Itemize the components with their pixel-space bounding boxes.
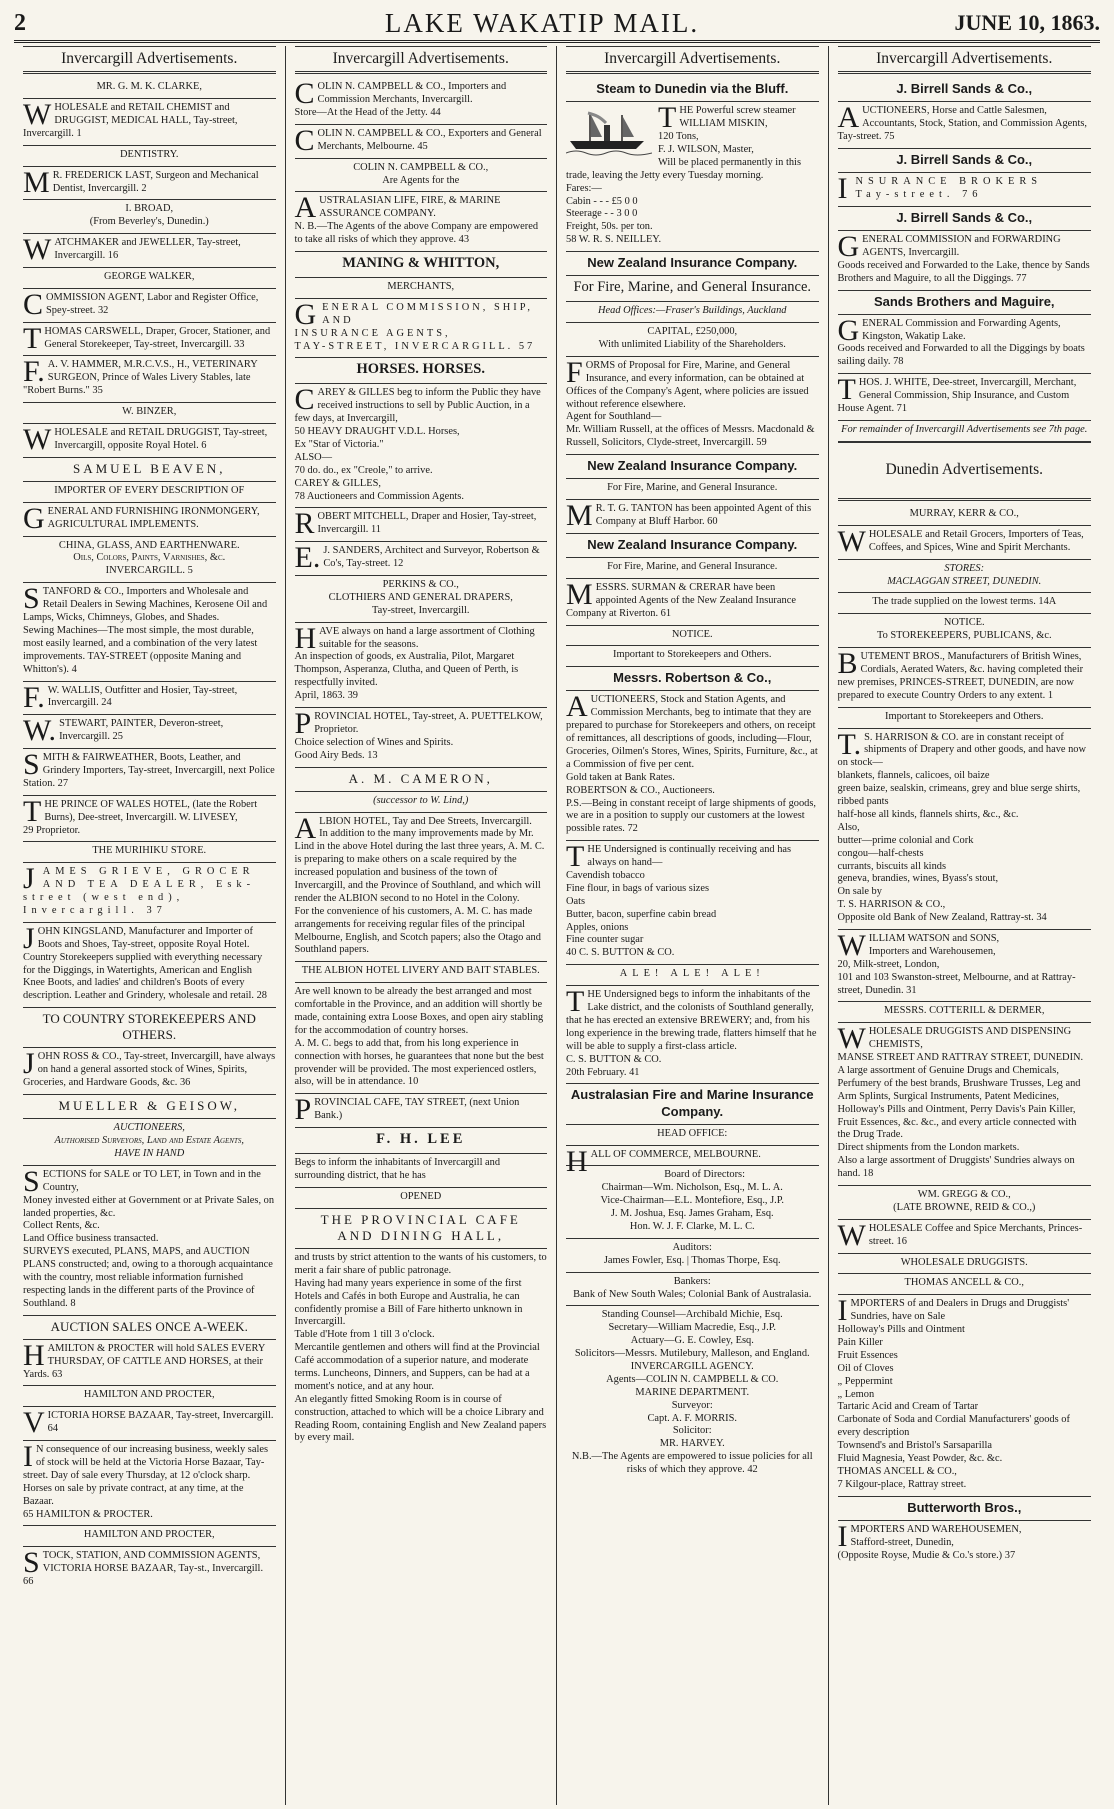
ad-text: MUELLER & GEISOW,: [58, 1098, 241, 1114]
advertisement: [23, 99, 276, 146]
ad-text: THOMAS ANCELL & CO.,: [904, 1277, 1024, 1289]
advertisement: [23, 424, 276, 458]
ad-text: CAREY & GILLES beg to inform the Public they have received instructions to sell by Public Auction, in a few days, at Invercargill, 50 HEAVY DRAUGHT V.D.L. Horses, Ex "Star of Victoria." ALSO— 70 do. do., ex "Creole," to arrive. CAREY & GILLES, 78 Auctioneers and Commission Agents.: [294, 383, 541, 502]
advertisement: [838, 729, 1092, 930]
advertisement: [23, 682, 276, 716]
advertisement: [23, 1340, 276, 1387]
ad-text: T.S. HARRISON & CO. are in constant receipt of shipments of Drapery and other goods, and have now on stock— blankets, flannels, calicoes, oil baize green baize, sealskin, crimeans, grey and blue serge shirts, ribbed pants half-hose all kinds, flannels shirts, &c., &c. Also, butter—prime colonial and Cork congou—half-chests currants, biscuits all kinds geneva, brandies, wines, Byass's stout, On sale by T. S. HARRISON & CO., Opposite old Bank of New Zealand, Rattray-st. 34: [837, 727, 1087, 924]
advertisement: [566, 357, 819, 455]
advertisement: [838, 560, 1092, 594]
ad-text: WHOLESALE and RETAIL DRUGGIST, Tay-street, Invercargill, opposite Royal Hotel. 6: [23, 423, 268, 457]
ad-text: E.J. SANDERS, Architect and Surveyor, Robertson & Co's, Tay-street. 12: [294, 541, 540, 575]
ad-text: HAMILTON AND PROCTER,: [83, 1389, 215, 1401]
ad-text: BUTEMENT BROS., Manufacturers of British Wines, Cordials, Aerated Waters, &c. having completed their new premises, PRINCES-STREET, DUNEDIN, are now prepared to execute Country Orders to any extent. 1: [837, 647, 1084, 701]
ad-text: MURRAY, KERR & CO.,: [909, 508, 1019, 520]
ad-list: [838, 78, 1092, 1566]
advertisement: [295, 125, 548, 159]
ad-text: STOCK, STATION, AND COMMISSION AGENTS, VICTORIA HORSE BAZAAR, Tay-st., Invercargill. 66: [23, 1546, 264, 1588]
ad-text: Begs to inform the inhabitants of Invercargill and surrounding district, that he has: [294, 1157, 501, 1182]
ad-text: The trade supplied on the lowest terms. 14A: [872, 596, 1057, 608]
advertisement: [838, 78, 1092, 102]
advertisement: [838, 1254, 1092, 1275]
ad-text: Messrs. Robertson & Co.,: [613, 670, 772, 686]
ad-text: New Zealand Insurance Company.: [587, 458, 798, 474]
advertisement: [566, 455, 819, 479]
column-heading: Invercargill Advertisements.: [23, 46, 276, 74]
ad-text: THE PROVINCIAL CAFE AND DINING HALL,: [320, 1211, 521, 1243]
advertisement: [838, 315, 1092, 375]
ad-text: WHOLESALE DRUGGISTS.: [900, 1256, 1028, 1268]
ad-text: J. Birrell Sands & Co.,: [896, 152, 1033, 167]
ad-text: HAMILTON & PROCTER will hold SALES EVERY THURSDAY, OF CATTLE AND HORSES, at their Yards. 63: [23, 1338, 265, 1380]
ad-text: J. Birrell Sands & Co.,: [896, 81, 1033, 97]
advertisement: [838, 374, 1092, 421]
advertisement: [295, 1209, 548, 1249]
advertisement: [295, 962, 548, 983]
advertisement: [566, 986, 819, 1084]
advertisement: [295, 159, 548, 193]
advertisement: [566, 841, 819, 965]
advertisement: [838, 1220, 1092, 1254]
advertisement: [838, 1521, 1092, 1567]
advertisement: [838, 1295, 1092, 1496]
advertisement: [295, 576, 548, 623]
advertisement: [23, 482, 276, 503]
advertisement: [23, 356, 276, 403]
advertisement: [838, 1023, 1092, 1186]
ad-text: MESSRS. SURMAN & CRERAR have been appointed Agents of the New Zealand Insurance Company at Riverton. 61: [566, 577, 796, 619]
ad-text: JOHN KINGSLAND, Manufacturer and Importer of Boots and Shoes, Tay-street, opposite Royal Hotel. Country Storekeepers supplied with everything necessary for the Diggings, in Watertights, American and English Knee Boots, and ladies' and children's Boots of every description. Leather and Grindery, wholesale and retail. 28: [23, 921, 267, 1002]
advertisement: [295, 384, 548, 508]
advertisement: [23, 458, 276, 482]
ad-text: FORMS of Proposal for Fire, Marine, and General Insurance, and every information, can be obtained at Offices of the Company's Agent, where policies are issued without reference elsewhere. Agent for Southland— Mr. William Russell, at the offices of Messrs. Macdonald & Russell, Solicitors, Clyde-street, Invercargill. 59: [566, 355, 815, 449]
advertisement: [566, 1166, 819, 1238]
ad-text: CAPITAL, £250,000, With unlimited Liability of the Shareholders.: [598, 326, 786, 350]
column-1: [14, 46, 286, 1805]
advertisement: [838, 648, 1092, 708]
advertisement: [23, 200, 276, 234]
ad-text: WM. GREGG & CO., (LATE BROWNE, REID & CO.,): [893, 1188, 1036, 1213]
advertisement: [23, 167, 276, 201]
column-heading: Invercargill Advertisements.: [838, 46, 1092, 74]
advertisement: [23, 1166, 276, 1316]
advertisement: [23, 1119, 276, 1166]
ad-text: MR. T. G. TANTON has been appointed Agent of this Company at Bluff Harbor. 60: [566, 499, 812, 533]
advertisement: [295, 278, 548, 299]
ad-text: JOHN ROSS & CO., Tay-street, Invercargill, have always on hand a general assorted stock of Wines, Spirits, Groceries, and Hardware Goods, &c. 36: [23, 1047, 276, 1089]
advertisement: [295, 768, 548, 792]
advertisement: [566, 1144, 819, 1178]
ad-text: STORES: MACLAGGAN STREET, DUNEDIN.: [887, 562, 1042, 587]
advertisement: [295, 252, 548, 278]
ad-text: F.W. WALLIS, Outfitter and Hosier, Tay-street, Invercargill. 24: [23, 680, 238, 714]
advertisement: [23, 268, 276, 289]
advertisement: [566, 1084, 819, 1124]
ad-text: For Fire, Marine, and General Insurance.: [607, 561, 778, 572]
advertisement: [838, 505, 1092, 526]
advertisement: [23, 537, 276, 584]
advertisement: [295, 299, 548, 359]
ad-text: AUCTIONEERS, Stock and Station Agents, and Commission Merchants, beg to intimate that they are prepared to purchase for Storekeepers and others, on receipt of remittances, all descriptions of goods, including—Flour, Groceries, Oilmen's Stores, Wines, Spirits, Furniture, &c., at a Commission of five per cent. Gold taken at Bank Rates. ROBERTSON & CO., Auctioneers. P.S.—Being in constant receipt of large shipments of goods, we are in a position to supply our customers at the lowest possible rates. 72: [566, 690, 818, 835]
advertisement: [838, 102, 1092, 149]
advertisement: [23, 1048, 276, 1095]
ad-text: THE Undersigned is continually receiving and has always on hand— Cavendish tobacco Fine flour, in bags of various sizes Oats Butter, bacon, superfine cabin bread Apples, onions Fine counter sugar 40 C. S. BUTTON & CO.: [566, 840, 792, 959]
advertisement: [566, 1239, 819, 1273]
advertisement: [23, 146, 276, 167]
ad-text: AUCTIONEERS, Horse and Cattle Salesmen, Accountants, Stock, Station, and Commission Agents, Tay-street. 75: [837, 101, 1088, 143]
ad-text: Head Offices:—Fraser's Buildings, Auckland: [598, 305, 787, 317]
column-heading: Invercargill Advertisements.: [566, 46, 819, 74]
advertisement: [295, 508, 548, 542]
ad-text: Australasian Fire and Marine Insurance Company.: [570, 1087, 814, 1119]
advertisement: [838, 593, 1092, 614]
ad-text: STANFORD & CO., Importers and Wholesale and Retail Dealers in Sewing Machines, Kerosene Oil and Lamps, Wicks, Chimneys, Globes, and Shades. Sewing Machines—The most simple, the most durable, most easily learned, and a combination of the very latest improvements. TAY-STREET (opposite Maning and Whitton's). 4: [23, 582, 268, 675]
ad-text: PROVINCIAL HOTEL, Tay-street, A. PUETTELKOW, Proprietor. Choice selection of Wines and Spirits. Good Airy Beds. 13: [294, 707, 543, 761]
ad-text: F.A. V. HAMMER, M.R.C.V.S., H., VETERINARY SURGEON, Prince of Wales Livery Stables, late "Robert Burns." 35: [23, 355, 258, 397]
ad-text: W.STEWART, PAINTER, Deveron-street, Invercargill. 25: [23, 714, 224, 748]
advertisement: [295, 78, 548, 125]
advertisement: [566, 691, 819, 841]
ad-text: (successor to W. Lind,): [373, 794, 469, 806]
ad-text: W. BINZER,: [122, 406, 177, 418]
ad-text: THOMAS CARSWELL, Draper, Grocer, Stationer, and General Storekeeper, Tay-street, Invercargill. 33: [23, 321, 271, 355]
ad-text: GENERAL Commission and Forwarding Agents, Kingston, Wakatip Lake. Goods received and Forwarded to all the Diggings by boats sailing daily. 78: [837, 313, 1085, 368]
newspaper-title: LAKE WAKATIP MAIL.: [384, 7, 700, 38]
advertisement: [838, 1274, 1092, 1295]
ad-text: IMPORTERS AND WAREHOUSEMEN, Stafford-street, Dunedin, (Opposite Royse, Mudie & Co.'s store.) 37: [837, 1519, 1022, 1561]
ad-text: GENERAL AND FURNISHING IRONMONGERY, AGRICULTURAL IMPLEMENTS.: [23, 501, 260, 535]
ad-text: MESSRS. COTTERILL & DERMER,: [884, 1005, 1045, 1017]
advertisement: [566, 302, 819, 323]
advertisement: [566, 276, 819, 302]
page-number: 2: [14, 9, 26, 36]
advertisement: [23, 1526, 276, 1547]
ad-text: Auditors: James Fowler, Esq. | Thomas Thorpe, Esq.: [603, 1241, 781, 1266]
ad-text: CHINA, GLASS, AND EARTHENWARE. Oils, Colors, Paints, Varnishes, &c. INVERCARGILL. 5: [58, 539, 240, 577]
ad-text: WATCHMAKER and JEWELLER, Tay-street, Invercargill. 16: [23, 233, 241, 267]
ad-text: THE PRINCE OF WALES HOTEL, (late the Robert Burns), Dee-street, Invercargill. W. LIVESEY, 29 Proprietor.: [23, 794, 258, 836]
advertisement: [566, 1125, 819, 1146]
advertisement: [295, 623, 548, 708]
advertisement: [295, 192, 548, 252]
steamship-icon: [566, 107, 652, 157]
advertisement: [23, 403, 276, 424]
ad-text: ALBION HOTEL, Tay and Dee Streets, Invercargill. In addition to the many improvements made by Mr. Lind in the above Hotel during the last three years, A. M. C. is preparing to make others on a scale required by the increased population and business of the town of Invercargill, and the Province of Southland, and which will render the ALBION second to no Hotel in the Colony. For the convenience of his customers, A. M. C. has made arrangements for receiving regular files of the principal Melbourne, English, and Scotch papers; also the Otago and Southland papers.: [294, 811, 545, 956]
advertisement: [838, 930, 1092, 1002]
ad-text: GENERAL COMMISSION, SHIP, AND INSURANCE AGENTS, TAY-STREET, INVERCARGILL. 57: [294, 297, 536, 352]
advertisement: [295, 983, 548, 1094]
advertisement: [295, 1128, 548, 1154]
ad-text: WHOLESALE DRUGGISTS AND DISPENSING CHEMISTS, MANSE STREET AND RATTRAY STREET, DUNEDIN. A large assortment of Genuine Drugs and Chemicals, Perfumery of the best brands, Brushware Trusses, Leg and Arm Splints, Surgical Instruments, Patent Medicines, Holloway's Pills and Ointment, Perry Davis's Pain Killer, Fruit Essences, &c. &c., and every article connected with the Drug Trade. Direct shipments from the London markets. Also a large assortment of Druggists' Sundries always on hand. 18: [837, 1022, 1084, 1180]
ad-text: Important to Storekeepers and Others.: [613, 649, 772, 661]
advertisement: [23, 323, 276, 357]
advertisement: [566, 646, 819, 667]
ad-text: ROBERT MITCHELL, Draper and Hosier, Tay-street, Invercargill. 11: [294, 507, 537, 541]
advertisement: [23, 1008, 276, 1048]
advertisement: [566, 479, 819, 500]
ad-text: HALL OF COMMERCE, MELBOURNE.: [566, 1144, 761, 1178]
advertisement: [295, 813, 548, 963]
ad-text: NOTICE. To STOREKEEPERS, PUBLICANS, &c.: [876, 617, 1052, 642]
advertisement: [23, 289, 276, 323]
ad-text: THE Powerful screw steamer WILLIAM MISKIN, 120 Tons, F. J. WILSON, Master, Will be placed permanently in this trade, leaving the Jetty every Tuesday morning. Fares:— Cabin - - - £5 0 0 Steerage - - 3 0 0 Freight, 50s. per ton. 58 W. R. S. NEILLEY.: [566, 101, 801, 246]
ad-list: [23, 78, 276, 1593]
advertisement: [23, 842, 276, 863]
ad-text: A. M. CAMERON,: [348, 770, 493, 786]
advertisement: [295, 1188, 548, 1209]
column-2: [286, 46, 558, 1805]
ad-text: J. Birrell Sands & Co.,: [896, 209, 1033, 225]
ad-text: THOS. J. WHITE, Dee-street, Invercargill, Merchant, General Commission, Ship Insurance, and Custom House Agent. 71: [837, 373, 1077, 415]
advertisement: [838, 614, 1092, 648]
advertisement: [23, 1386, 276, 1407]
advertisement: [838, 173, 1092, 207]
advertisement: [566, 78, 819, 102]
advertisement: [838, 421, 1092, 442]
ad-text: ALE! ALE! ALE!: [619, 968, 765, 980]
ad-text: AUCTIONEERS, Authorised Surveyors, Land and Estate Agents, HAVE IN HAND: [54, 1122, 244, 1159]
advertisement: [838, 708, 1092, 729]
advertisement: [23, 1095, 276, 1119]
ad-text: NOTICE.: [671, 628, 713, 640]
advertisement: [23, 1441, 276, 1526]
ad-text: WHOLESALE and RETAIL CHEMIST and DRUGGIST, MEDICAL HALL, Tay-street, Invercargill. 1: [23, 98, 238, 139]
ad-text: TO COUNTRY STOREKEEPERS AND OTHERS.: [42, 1011, 256, 1043]
advertisement: [566, 1273, 819, 1307]
ad-text: I. BROAD, (From Beverley's, Dunedin.): [89, 203, 209, 228]
ad-text: Board of Directors: Chairman—Wm. Nicholson, Esq., M. L. A. Vice-Chairman—E.L. Montefiore, Esq., J.P. J. M. Joshua, Esq. James Graham, Esq. Hon. W. J. F. Clarke, M. L. C.: [600, 1169, 784, 1232]
advertisement: [566, 965, 819, 986]
ad-text: and trusts by strict attention to the wants of his customers, to merit a fair share of public patronage. Having had many years experience in some of the first Hotels and Cafés in both Europe and Australia, he can confidently promise a Bill of Fare hitherto unknown in Invercargill. Table d'Hote from 1 till 3 o'clock. Mercantile gentlemen and others will find at the Provincial Café accommodation of a superior nature, and moderate terms. Luncheons, Dinners, and Suppers, can be had at a moment's notice, and at any hour. An elegantly fitted Smoking Room is in course of construction, attached to which will be a choice Library and Reading Room, containing English and New Zealand papers by every mail.: [294, 1252, 547, 1444]
ad-text: GEORGE WALKER,: [104, 271, 195, 283]
advertisement: [23, 749, 276, 796]
advertisement: [566, 1306, 819, 1481]
ad-text: COLIN N. CAMPBELL & CO., Exporters and General Merchants, Melbourne. 45: [294, 123, 542, 157]
ad-text: SAMUEL BEAVEN,: [72, 460, 226, 476]
advertisement: [566, 500, 819, 534]
ad-text: Important to Storekeepers and Others.: [885, 710, 1044, 722]
ad-text: Butterworth Bros.,: [907, 1499, 1022, 1515]
advertisement: [295, 708, 548, 768]
column-3: [557, 46, 829, 1805]
ad-text: MERCHANTS,: [387, 280, 455, 292]
ad-text: IMPORTER OF EVERY DESCRIPTION OF: [54, 484, 245, 496]
ad-text: AUSTRALASIAN LIFE, FIRE, & MARINE ASSURANCE COMPANY. N. B.—The Agents of the above Company are empowered to take all risks of which they approve. 43: [294, 191, 539, 246]
ad-text: WILLIAM WATSON and SONS, Importers and Warehousemen, 20, Milk-street, London, 101 and 103 Swanston-street, Melbourne, and at Rattray-street, Dunedin. 31: [837, 928, 1076, 996]
ad-text: AUCTION SALES ONCE A-WEEK.: [50, 1318, 248, 1334]
ad-text: F. H. LEE: [376, 1131, 466, 1148]
ad-text: DENTISTRY.: [120, 148, 179, 160]
ad-text: PERKINS & CO., CLOTHIERS AND GENERAL DRAPERS, Tay-street, Invercargill.: [328, 578, 513, 616]
ad-text: MR. G. M. K. CLARKE,: [96, 81, 202, 93]
ad-text: COMMISSION AGENT, Labor and Register Office, Spey-street. 32: [23, 287, 259, 321]
ad-text: Bankers: Bank of New South Wales; Colonial Bank of Australasia.: [573, 1275, 812, 1300]
advertisement: [838, 1002, 1092, 1023]
advertisement: [566, 323, 819, 357]
advertisement: [23, 1547, 276, 1593]
ad-text: New Zealand Insurance Company.: [587, 255, 798, 271]
advertisement: [295, 358, 548, 384]
ad-text: THE ALBION HOTEL LIVERY AND BAIT STABLES.: [301, 965, 540, 977]
ad-text: For Fire, Marine, and General Insurance.: [573, 279, 812, 296]
ad-text: Standing Counsel—Archibald Michie, Esq. Secretary—William Macredie, Esq., J.P. Actuary—G. E. Cowley, Esq. Solicitors—Messrs. Mutilebury, Malleson, and England. INVERCARGILL AGENCY. Agents—COLIN N. CAMPBELL & CO. MARINE DEPARTMENT. Surveyor: Capt. A. F. MORRIS. Solicitor: MR. HARVEY. N.B.—The Agents are empowered to issue policies for all risks of which they approve. 42: [571, 1309, 813, 1476]
ad-text: Dunedin Advertisements.: [885, 461, 1044, 479]
ad-text: INSURANCE BROKERS Tay-street. 76: [837, 172, 1043, 206]
advertisement: [838, 526, 1092, 560]
ad-text: HAMILTON AND PROCTER,: [83, 1529, 215, 1541]
columns: [14, 46, 1100, 1805]
advertisement: [295, 542, 548, 576]
masthead: [14, 6, 1100, 43]
column-4: [829, 46, 1101, 1805]
advertisement: [838, 149, 1092, 173]
advertisement: [838, 1497, 1092, 1521]
ad-text: IN consequence of our increasing business, weekly sales of stock will be held at the Victoria Horse Bazaar, Tay-street. Day of sale every Thursday, at 12 o'clock sharp. Horses on sale by private contract, at any time, at the Bazaar. 65 HAMILTON & PROCTER.: [23, 1440, 268, 1520]
advertisement: [566, 626, 819, 647]
ad-text: SECTIONS for SALE or TO LET, in Town and in the Country, Money invested either at Government or at Private Sales, on landed properties, &c. Collect Rents, &c. Land Office business transacted. SURVEYS executed, PLANS, MAPS, and AUCTION PLANS constructed; and, owing to a thorough acquaintance with the country, most reliable information furnished respecting lands in the different parts of the Province of Southland. 8: [23, 1164, 275, 1309]
ad-text: IMPORTERS of and Dealers in Drugs and Druggists' Sundries, have on Sale Holloway's Pills and Ointment Pain Killer Fruit Essences Oil of Cloves „ Peppermint „ Lemon Tartaric Acid and Cream of Tartar Carbonate of Soda and Cordial Manufacturers' goods of every description Townsend's and Bristol's Sarsaparilla Fluid Magnesia, Yeast Powder, &c. &c. THOMAS ANCELL & CO., 7 Kilgour-place, Rattray street.: [837, 1294, 1070, 1490]
advertisement: [566, 579, 819, 626]
advertisement: [566, 102, 819, 252]
advertisement: [566, 558, 819, 579]
advertisement: [838, 231, 1092, 291]
advertisement: [838, 207, 1092, 231]
ad-text: JAMES GRIEVE, GROCER AND TEA DEALER, Esk-street (west end), Invercargill. 37: [23, 862, 256, 916]
ad-text: COLIN N. CAMPBELL & CO., Importers and Commission Merchants, Invercargill. Store—At the Head of the Jetty. 44: [294, 77, 507, 118]
advertisement: [23, 583, 276, 681]
advertisement: [23, 923, 276, 1008]
ad-text: HAVE always on hand a large assortment of Clothing suitable for the seasons. An inspection of goods, ex Australia, Pilot, Margaret Thompson, Asperanza, Clutha, and Queen of Perth, is respectfully invited. April, 1863. 39: [294, 621, 535, 702]
advertisement: [23, 234, 276, 268]
advertisement: [295, 1249, 548, 1449]
advertisement: [838, 1186, 1092, 1220]
ad-text: Steam to Dunedin via the Bluff.: [596, 81, 789, 97]
advertisement: [838, 291, 1092, 315]
ad-text: OPENED: [400, 1190, 442, 1202]
ad-text: For Fire, Marine, and General Insurance.: [607, 482, 778, 494]
advertisement: [566, 534, 819, 558]
ad-text: VICTORIA HORSE BAZAAR, Tay-street, Invercargill. 64: [23, 1406, 274, 1440]
ad-list: [566, 78, 819, 1481]
advertisement: [295, 1094, 548, 1128]
advertisement: [23, 78, 276, 99]
ad-text: Sands Brothers and Maguire,: [873, 293, 1055, 309]
ad-text: HEAD OFFICE:: [657, 1127, 728, 1139]
ad-text: GENERAL COMMISSION and FORWARDING AGENTS, Invercargill. Goods received and Forwarded to the Lake, thence by Sands Brothers and Maguire, to all the Diggings. 77: [837, 230, 1090, 284]
advertisement: [295, 792, 548, 813]
advertisement: [23, 1316, 276, 1340]
advertisement: [23, 715, 276, 749]
advertisement: [295, 1154, 548, 1188]
ad-text: HORSES. HORSES.: [356, 361, 486, 378]
ad-text: THE MURIHIKU STORE.: [92, 845, 207, 857]
column-heading: Invercargill Advertisements.: [295, 46, 548, 74]
issue-date: JUNE 10, 1863.: [954, 10, 1100, 35]
ad-text: PROVINCIAL CAFE, TAY STREET, (next Union Bank.): [294, 1093, 520, 1127]
section-heading: [838, 442, 1092, 501]
ad-text: New Zealand Insurance Company.: [587, 536, 798, 552]
ad-text: SMITH & FAIRWEATHER, Boots, Leather, and Grindery Importers, Tay-street, Invercargill, next Police Station. 27: [23, 748, 275, 789]
ad-list: [295, 78, 548, 1449]
ad-text: THE Undersigned begs to inform the inhabitants of the Lake district, and the colonists of Southland generally, that he has erected an extensive BREWERY; and, from his long experience in the brewing trade, flatters himself that he will be able to supply a first-class article. C. S. BUTTON & CO. 20th February. 41: [566, 985, 817, 1078]
advertisement: [23, 863, 276, 923]
advertisement: [566, 667, 819, 691]
ad-text: For remainder of Invercargill Advertisements see 7th page.: [841, 423, 1088, 435]
advertisement: [23, 1407, 276, 1441]
ad-text: Are well known to be already the best arranged and most comfortable in the Province, and an addition will shortly be made, containing extra Loose Boxes, and open airy stabling for the accommodation of country horses. A. M. C. begs to add that, from his long experience in connection with horses, he guarantees that none but the best provender will be provided. The most experienced ostlers, also, will be in attendance. 10: [294, 986, 544, 1088]
ad-text: WHOLESALE Coffee and Spice Merchants, Princes-street. 16: [837, 1218, 1083, 1252]
advertisement: [23, 796, 276, 843]
ad-text: COLIN N. CAMPBELL & CO., Are Agents for the: [353, 161, 489, 186]
ad-text: WHOLESALE and Retail Grocers, Importers of Teas, Coffees, and Spices, Wine and Spirit Merchants.: [837, 524, 1084, 558]
ad-text: MANING & WHITTON,: [342, 255, 500, 272]
advertisement: [23, 503, 276, 537]
advertisement: [566, 252, 819, 276]
ad-text: MR. FREDERICK LAST, Surgeon and Mechanical Dentist, Invercargill. 2: [23, 165, 259, 199]
